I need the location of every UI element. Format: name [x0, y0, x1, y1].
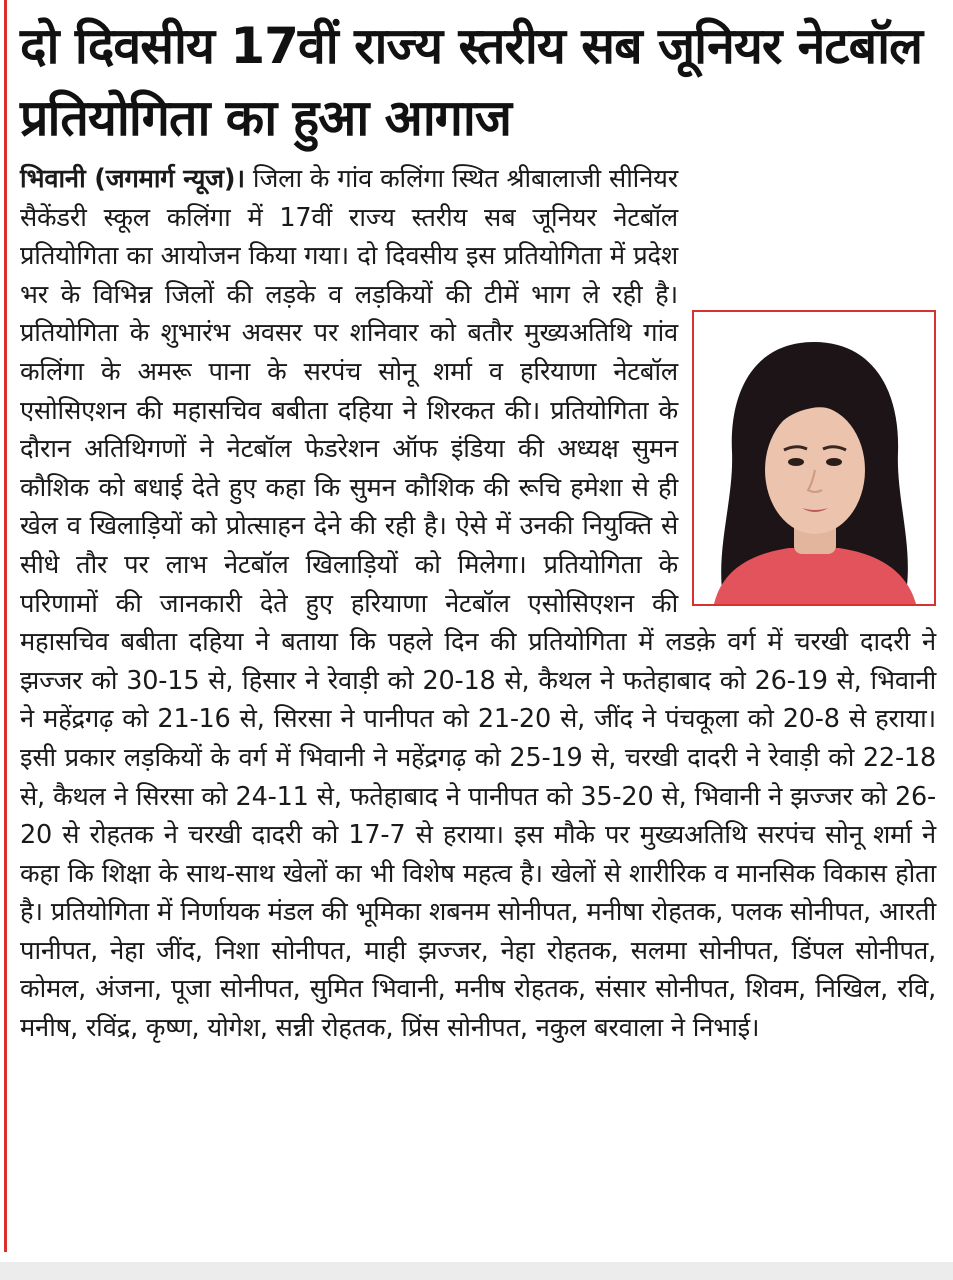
- portrait-illustration: [694, 312, 934, 604]
- dateline: भिवानी (जगमार्ग न्यूज)।: [20, 164, 245, 194]
- article-body: [20, 160, 936, 1048]
- portrait-photo: [692, 310, 936, 606]
- left-accent-rule: [4, 0, 7, 1252]
- right-eye: [826, 458, 842, 466]
- headline: दो दिवसीय 17वीं राज्य स्तरीय सब जूनियर नेटबॉल प्रतियोगिता का हुआ आगाज: [20, 17, 923, 147]
- bottom-strip: [0, 1262, 953, 1280]
- body-text: जिला के गांव कलिंगा स्थित श्रीबालाजी सीनियर सैकेंडरी स्कूल कलिंगा में 17वीं राज्य स्तरीय सब जूनियर नेटबॉल प्रतियोगिता का आयोजन किया गया। दो दिवसीय इस प्रतियोगिता में प्रदेश भर के विभिन्न जिलों की लड़के व लड़कियों की टीमें भाग ले रही है। प्रतियोगिता के शुभारंभ अवसर पर शनिवार को बतौर मुख्यअतिथि गांव कलिंगा के अमरू पाना के सरपंच सोनू शर्मा व हरियाणा नेटबॉल एसोसिएशन की महासचिव बबीता दहिया ने शिरकत की। प्रतियोगिता के दौरान अतिथिगणों ने नेटबॉल फेडरेशन ऑफ इंडिया की अध्यक्ष सुमन कौशिक को बधाई देते हुए कहा कि सुमन कौशिक की रूचि हमेशा से ही खेल व खिलाड़ियों को प्रोत्साहन देने की रही है। ऐसे में उनकी नियुक्ति से सीधे तौर पर लाभ नेटबॉल खिलाड़ियों को मिलेगा। प्रतियोगिता के परिणामों की जानकारी देते हुए हरियाणा नेटबॉल एसोसिएशन की महासचिव बबीता दहिया ने बताया कि पहले दिन की प्रतियोगिता में लडक़े वर्ग में चरखी दादरी ने झज्जर को 30-15 से, हिसार ने रेवाड़ी को 20-18 से, कैथल ने फतेहाबाद को 26-19 से, भिवानी ने महेंद्रगढ़ को 21-16 से, सिरसा ने पानीपत को 21-20 से, जींद ने पंचकूला को 20-8 से हराया। इसी प्रकार लड़कियों के वर्ग में भिवानी ने महेंद्रगढ़ को 25-19 से, चरखी दादरी ने रेवाड़ी को 22-18 से, कैथल ने सिरसा को 24-11 से, फतेहाबाद ने पानीपत को 35-20 से, भिवानी ने झज्जर को 26-20 से रोहतक ने चरखी दादरी को 17-7 से हराया। इस मौके पर मुख्यअतिथि सरपंच सोनू शर्मा ने कहा कि शिक्षा के साथ-साथ खेलों का भी विशेष महत्व है। खेलों से शारीरिक व मानसिक विकास होता है। प्रतियोगिता में निर्णायक मंडल की भूमिका शबनम सोनीपत, मनीषा रोहतक, पलक सोनीपत, आरती पानीपत, नेहा जींद, निशा सोनीपत, माही झज्जर, नेहा रोहतक, सलमा सोनीपत, डिंपल सोनीपत, कोमल, अंजना, पूजा सोनीपत, सुमित भिवानी, मनीष रोहतक, संसार सोनीपत, शिवम, निखिल, रवि, मनीष, रविंद्र, कृष्ण, योगेश, सन्नी रोहतक, प्रिंस सोनीपत, नकुल बरवाला ने निभाई।: [20, 164, 936, 1044]
- left-eye: [788, 458, 804, 466]
